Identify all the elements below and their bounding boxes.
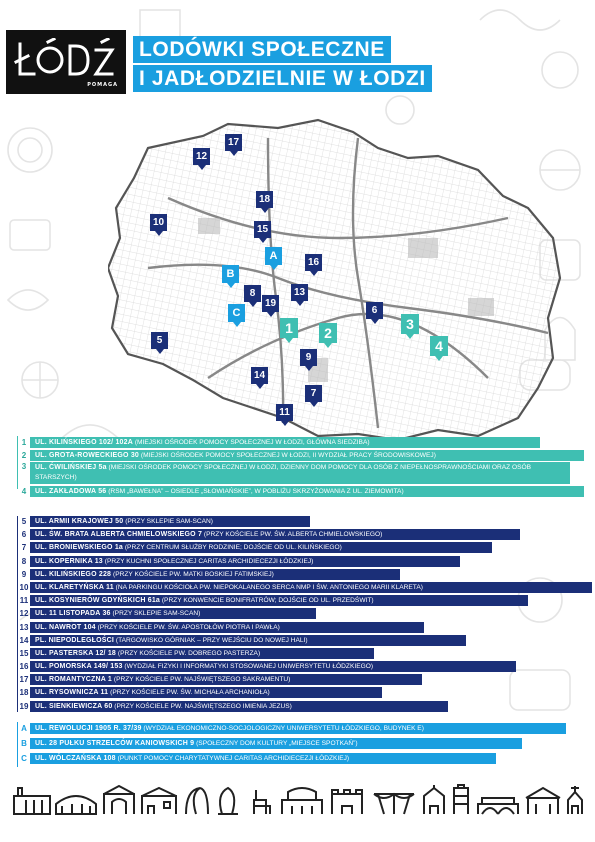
legend-street: UL. KILIŃSKIEGO 228 xyxy=(35,570,112,578)
legend-street: UL. KLARETYŃSKA 11 xyxy=(35,583,114,591)
arch-icon xyxy=(218,788,238,814)
legend-desc: (PRZY KOŚCIELE PW. DOBREGO PASTERZA) xyxy=(117,649,261,657)
map-marker-12[interactable]: 12 xyxy=(193,148,210,165)
map-marker-2[interactable]: 2 xyxy=(319,323,337,343)
map-marker-17[interactable]: 17 xyxy=(225,134,242,151)
legend-item-2[interactable] xyxy=(18,449,584,461)
legend-number: 7 xyxy=(21,543,27,553)
legend-item-8[interactable] xyxy=(18,556,592,567)
city-map xyxy=(108,118,568,440)
legend-number: 2 xyxy=(21,450,27,460)
factory-icon xyxy=(14,788,50,814)
legend-street: UL. REWOLUCJI 1905 R. 37/39 xyxy=(35,725,142,732)
map-marker-B[interactable]: B xyxy=(222,265,239,283)
legend-street: UL. BRONIEWSKIEGO 1a xyxy=(35,544,124,552)
map-marker-5[interactable]: 5 xyxy=(151,332,168,349)
legend-number: 15 xyxy=(19,648,29,658)
legend-desc: (WYDZIAŁ FIZYKI I INFORMATYKI STOSOWANEJ UNIWERSYTETU ŁÓDZKIEGO) xyxy=(124,663,374,671)
legend-item-17[interactable] xyxy=(18,674,592,685)
legend-desc: (PRZY KOŚCIELE PW. NAJŚWIĘTSZEGO SAKRAMENTU) xyxy=(113,676,291,684)
legend-item-11[interactable] xyxy=(18,595,592,606)
legend-item-15[interactable] xyxy=(18,648,592,659)
castle-icon xyxy=(332,790,362,814)
legend-item-19[interactable] xyxy=(18,701,592,712)
legend-desc: (PRZY CENTRUM SŁUŻBY RODZINIE; DOJŚCIE OD UL. KILIŃSKIEGO) xyxy=(124,544,342,552)
map-marker-6[interactable]: 6 xyxy=(366,302,383,319)
legend-street: UL. KILIŃSKIEGO 102/ 102A xyxy=(35,438,133,446)
legend-street: UL. ARMII KRAJOWEJ 50 xyxy=(35,518,124,525)
legend-number: 10 xyxy=(19,582,29,592)
legend-navy-group xyxy=(18,516,592,714)
legend-item-7[interactable] xyxy=(18,542,592,553)
legend-desc: (MIEJSKI OŚRODEK POMOCY SPOŁECZNEJ W ŁODZI, GŁÓWNA SIEDZIBA) xyxy=(134,438,370,446)
legend-street: UL. GROTA-ROWECKIEGO 30 xyxy=(35,451,140,459)
legend-street: UL. WÓLCZAŃSKA 108 xyxy=(35,755,116,762)
legend-street: UL. POMORSKA 149/ 153 xyxy=(35,663,123,671)
legend-number: 12 xyxy=(19,609,29,619)
legend-desc: (SPOŁECZNY DOM KULTURY „MIEJSCE SPOTKAŃ”) xyxy=(196,740,358,747)
legend-street: UL. ŚW. BRATA ALBERTA CHMIELOWSKIEGO 7 xyxy=(35,531,203,539)
tower-icon xyxy=(454,785,468,814)
legend-street: PL. NIEPODLEGŁOŚCI xyxy=(35,636,115,644)
legend-item-4[interactable] xyxy=(18,485,584,497)
legend-number: 5 xyxy=(21,517,27,526)
legend-number: 18 xyxy=(19,688,29,698)
gate-icon xyxy=(104,786,134,814)
legend-street: UL. RYSOWNICZA 11 xyxy=(35,689,109,697)
legend-teal-group xyxy=(18,436,584,498)
legend-street: UL. ROMANTYCZNA 1 xyxy=(35,676,113,684)
legend-item-12[interactable] xyxy=(18,608,592,619)
bridge-icon xyxy=(478,798,518,814)
legend-desc: (PRZY SKLEPIE SAM-SCAN) xyxy=(125,518,214,525)
map-marker-C[interactable]: C xyxy=(228,304,245,322)
legend-item-1[interactable] xyxy=(18,436,584,448)
map-marker-16[interactable]: 16 xyxy=(305,254,322,271)
legend-desc: (PRZY KOŚCIELE PW. MATKI BOSKIEJ FATIMSKIEJ) xyxy=(113,570,274,578)
map-marker-13[interactable]: 13 xyxy=(291,284,308,301)
legend-letter: B xyxy=(21,739,27,748)
legend-desc: (PRZY SKLEPIE SAM-SCAN) xyxy=(112,610,201,618)
legend-item-13[interactable] xyxy=(18,622,592,633)
legend-number: 11 xyxy=(19,596,29,606)
legend-desc: (MIEJSKI OŚRODEK POMOCY SPOŁECZNEJ W ŁODZI, II WYDZIAŁ PRACY ŚRODOWISKOWEJ) xyxy=(140,451,436,459)
city-boundary xyxy=(108,120,560,440)
church-icon xyxy=(424,785,444,814)
legend-number: 3 xyxy=(21,462,27,471)
legend-street: UL. ĆWILIŃSKIEJ 5a xyxy=(35,464,107,471)
map-marker-14[interactable]: 14 xyxy=(251,367,268,384)
map-marker-4[interactable]: 4 xyxy=(430,336,448,356)
legend-letter: A xyxy=(21,724,27,733)
legend-item-14[interactable] xyxy=(18,635,592,646)
legend-abc-group xyxy=(18,722,566,767)
legend-desc: (PRZY KOŚCIELE PW. ŚW. MICHAŁA ARCHANIOŁA) xyxy=(110,689,270,697)
legend-desc: (PUNKT POMOCY CHARYTATYWNEJ CARITAS ARCHIDIECEZJI ŁÓDZKIEJ) xyxy=(117,755,350,762)
legend-street: UL. 28 PUŁKU STRZELCÓW KANIOWSKICH 9 xyxy=(35,740,195,747)
legend-number: 4 xyxy=(21,486,27,496)
map-marker-10[interactable]: 10 xyxy=(150,214,167,231)
mansion-icon xyxy=(142,788,176,814)
legend-letter: C xyxy=(21,754,27,763)
legend-number: 14 xyxy=(19,635,29,645)
legend-desc: (PRZY KUCHNI SPOŁECZNEJ CARITAS ARCHIDIECEZJI ŁÓDZKIEJ) xyxy=(104,557,314,565)
legend-item-9[interactable] xyxy=(18,569,592,580)
legend-street: UL. SIENKIEWICZA 60 xyxy=(35,702,113,710)
legend-desc: (NA PARKINGU KOŚCIOŁA PW. NIEPOKALANEGO SERCA NMP I ŚW. ANTONIEGO MARII KLARETA) xyxy=(115,583,423,591)
legend-street: UL. PASTERSKA 12/ 18 xyxy=(35,649,117,657)
chair-icon xyxy=(254,790,270,814)
legend-street: UL. 11 LISTOPADA 36 xyxy=(35,610,111,618)
legend-desc: (PRZY KONWENCIE BONIFRATRÓW; DOJŚCIE OD UL. PRZEDŚWIT) xyxy=(161,597,374,605)
map-marker-19[interactable]: 19 xyxy=(262,295,279,312)
map-marker-18[interactable]: 18 xyxy=(256,191,273,208)
arch-icon xyxy=(186,788,208,814)
legend-street: UL. KOSYNIERÓW GDYŃSKICH 61a xyxy=(35,597,161,605)
legend-number: 6 xyxy=(21,530,27,540)
legend-item-A[interactable] xyxy=(18,722,566,735)
map-marker-15[interactable]: 15 xyxy=(254,221,271,238)
legend-number: 19 xyxy=(19,701,29,711)
page-title-line-1: LODÓWKI SPOŁECZNE xyxy=(133,36,391,63)
legend-desc: (RSM „BAWEŁNA” – OSIEDLE „SŁOWIAŃSKIE”, W POBLIŻU SKRZYŻOWANIA Z UL. ZIEMOWITA) xyxy=(108,487,404,495)
cathedral-icon xyxy=(568,786,582,814)
legend-desc: (PRZY KOŚCIELE PW. ŚW. ALBERTA CHMIELOWSKIEGO) xyxy=(203,531,383,539)
legend-item-16[interactable] xyxy=(18,661,592,672)
legend-item-18[interactable] xyxy=(18,687,592,698)
map-marker-11[interactable]: 11 xyxy=(276,404,293,421)
lodz-logo xyxy=(6,30,126,94)
legend-item-B[interactable] xyxy=(18,737,566,750)
legend-number: 8 xyxy=(21,556,27,566)
legend-item-6[interactable] xyxy=(18,529,592,540)
canopy-icon xyxy=(374,794,414,814)
pavilion-icon xyxy=(526,788,560,814)
legend-item-3[interactable] xyxy=(18,462,584,484)
legend-street: UL. KOPERNIKA 13 xyxy=(35,557,103,565)
legend-item-C[interactable] xyxy=(18,752,566,765)
legend-item-10[interactable] xyxy=(18,582,592,593)
legend-desc: (MIEJSKI OŚRODEK POMOCY SPOŁECZNEJ W ŁODZI, DZIENNY DOM POMOCY DLA OSÓB Z NIEPEŁNOSPRAWNOŚCIAMI ORAZ OSÓB STARSZYCH) xyxy=(35,464,532,481)
legend-number: 9 xyxy=(21,569,27,579)
map-marker-1[interactable]: 1 xyxy=(280,318,298,338)
legend-item-5[interactable] xyxy=(18,516,592,527)
palace-icon xyxy=(282,788,322,814)
legend-number: 16 xyxy=(19,662,29,672)
legend-desc: (PRZY KOŚCIELE PW. ŚW. APOSTOŁÓW PIOTRA I PAWŁA) xyxy=(97,623,280,631)
map-marker-7[interactable]: 7 xyxy=(305,385,322,402)
logo-subtitle: POMAGA xyxy=(87,82,118,88)
page-title-line-2: I JADŁODZIELNIE W ŁODZI xyxy=(133,65,432,92)
lodz-logo-mark xyxy=(14,38,118,82)
legend-street: UL. NAWROT 104 xyxy=(35,623,96,631)
stadium-icon xyxy=(56,796,96,814)
legend-number: 13 xyxy=(19,622,29,632)
map-marker-8[interactable]: 8 xyxy=(244,285,261,302)
map-marker-A[interactable]: A xyxy=(265,247,282,265)
legend-desc: (PRZY KOŚCIELE PW. NAJŚWIĘTSZEGO IMIENIA JEZUS) xyxy=(114,702,292,710)
legend-street: UL. ZAKŁADOWA 56 xyxy=(35,487,107,495)
legend-desc: (WYDZIAŁ EKONOMICZNO-SOCJOLOGICZNY UNIWERSYTETU ŁÓDZKIEGO, BUDYNEK E) xyxy=(143,725,424,732)
legend-desc: (TARGOWISKO GÓRNIAK – PRZY WEJŚCIU DO NOWEJ HALI) xyxy=(115,636,308,644)
landmark-icons-row xyxy=(12,784,587,818)
map-marker-3[interactable]: 3 xyxy=(401,314,419,334)
legend-number: 1 xyxy=(21,437,27,447)
legend-number: 17 xyxy=(19,675,29,685)
map-marker-9[interactable]: 9 xyxy=(300,349,317,366)
